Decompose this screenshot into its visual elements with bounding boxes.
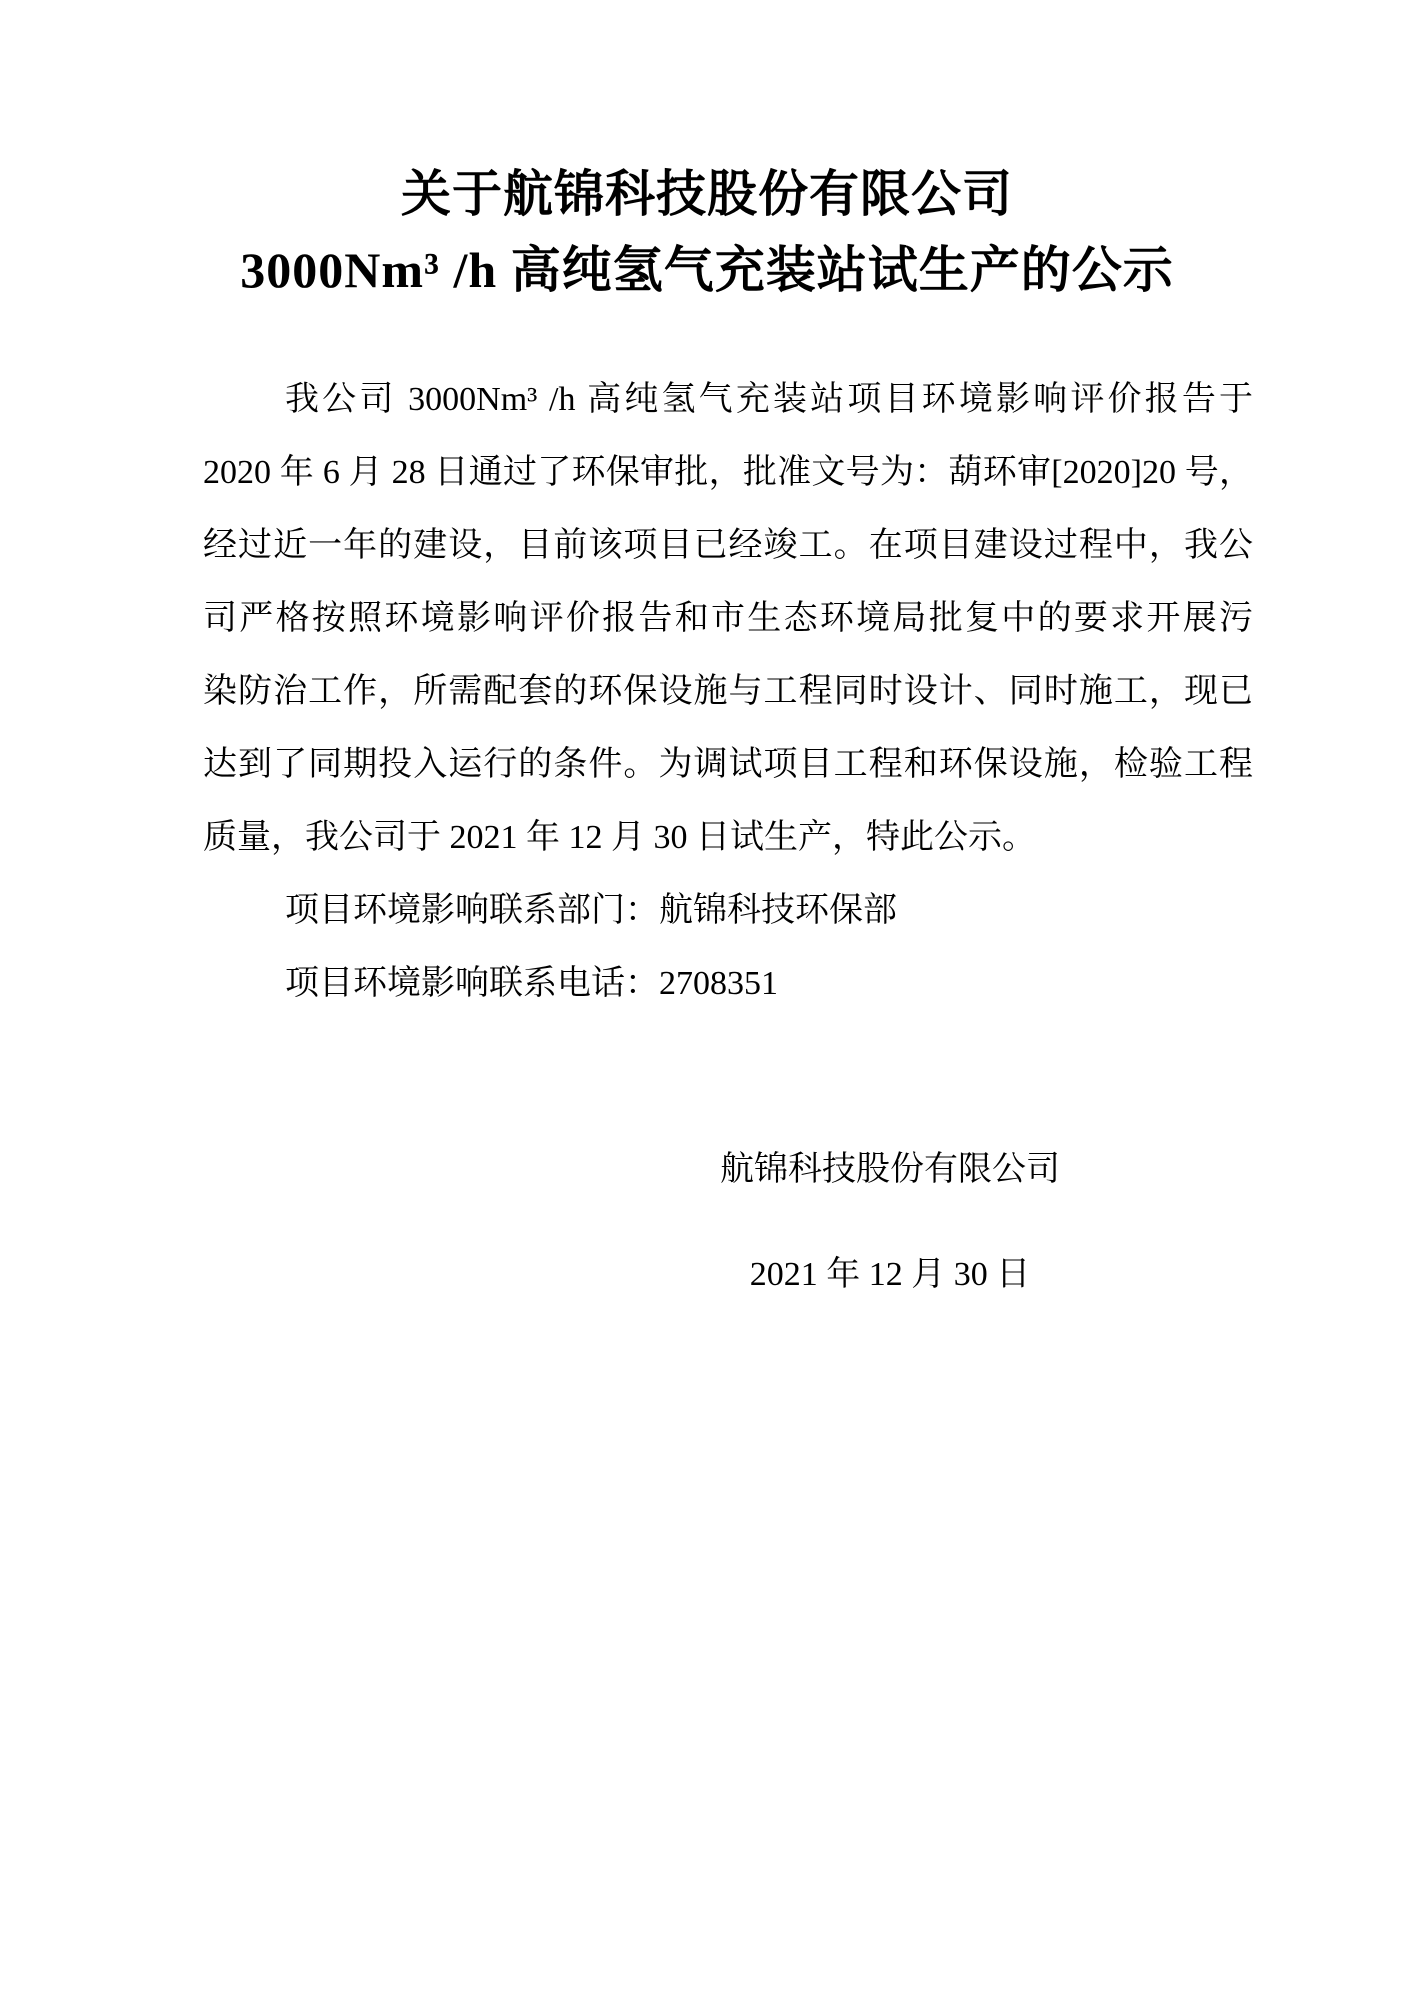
body-paragraph-line: 经过近一年的建设，目前该项目已经竣工。在项目建设过程中，我公 — [203, 527, 1253, 564]
signature-company-name: 航锦科技股份有限公司 — [720, 1151, 1060, 1188]
title-line-2: 3000Nm³ /h 高纯氢气充装站试生产的公示 — [240, 242, 1174, 298]
body-paragraph-line: 染防治工作，所需配套的环保设施与工程同时设计、同时施工，现已 — [203, 673, 1253, 710]
contact-department-line: 项目环境影响联系部门：航锦科技环保部 — [285, 892, 897, 929]
body-paragraph-line: 司严格按照环境影响评价报告和市生态环境局批复中的要求开展污 — [203, 600, 1253, 637]
signature-date: 2021 年 12 月 30 日 — [749, 1256, 1031, 1293]
body-paragraph-line: 2020 年 6 月 28 日通过了环保审批，批准文号为：葫环审[2020]20 号， — [203, 454, 1253, 491]
body-paragraph-line: 我公司 3000Nm³ /h 高纯氢气充装站项目环境影响评价报告于 — [285, 381, 1253, 418]
title-line-1: 关于航锦科技股份有限公司 — [401, 166, 1013, 222]
document-body — [203, 363, 1253, 1020]
body-paragraph-line: 质量，我公司于 2021 年 12 月 30 日试生产，特此公示。 — [203, 819, 1036, 856]
document-title — [0, 156, 1414, 308]
signature-block — [583, 1150, 1197, 1295]
contact-phone-line: 项目环境影响联系电话：2708351 — [285, 965, 778, 1002]
body-paragraph-line: 达到了同期投入运行的条件。为调试项目工程和环保设施，检验工程 — [203, 746, 1253, 783]
